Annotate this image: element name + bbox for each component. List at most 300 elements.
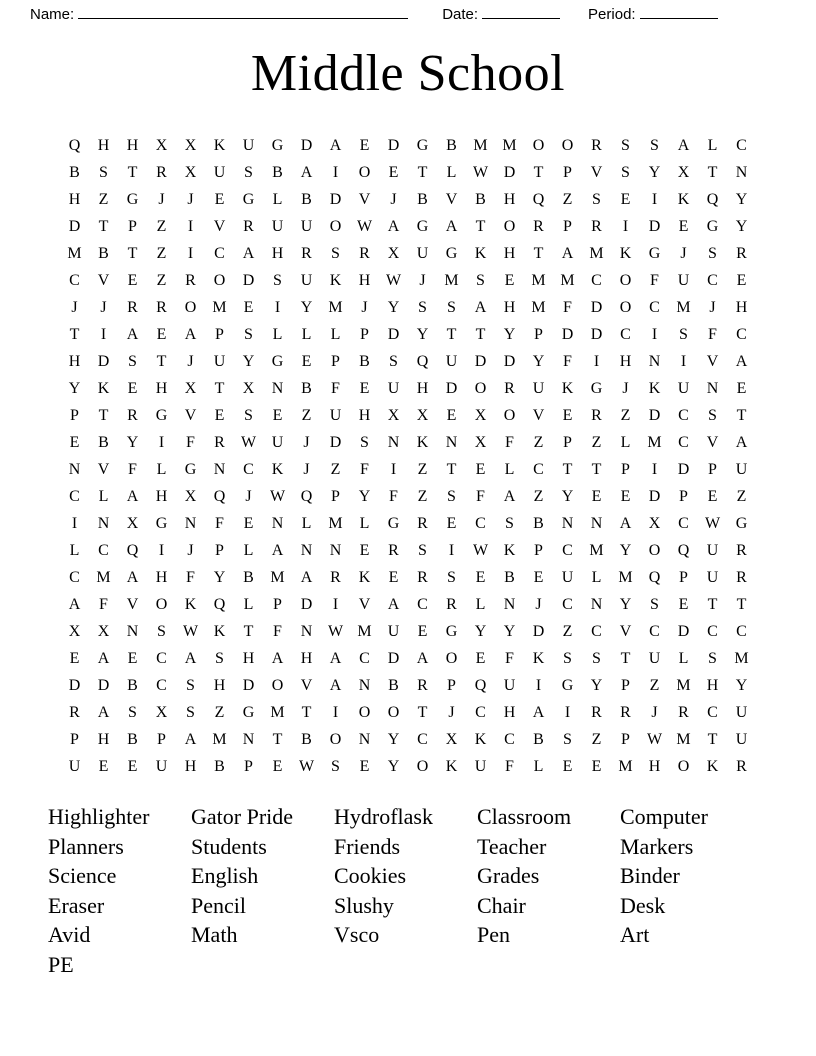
- grid-cell: S: [418, 542, 427, 560]
- grid-cell: C: [707, 272, 718, 290]
- grid-cell: L: [475, 596, 486, 614]
- grid-cell: E: [127, 380, 138, 398]
- grid-cell: D: [300, 137, 313, 155]
- grid-cell: A: [126, 488, 139, 506]
- grid-cell: F: [186, 569, 195, 587]
- grid-cell: N: [329, 542, 342, 560]
- grid-cell: W: [704, 515, 721, 533]
- grid-cell: E: [620, 191, 631, 209]
- grid-cell: Z: [591, 434, 602, 452]
- word-item: Grades: [477, 863, 540, 889]
- grid-cell: H: [619, 353, 632, 371]
- grid-cell: W: [385, 272, 402, 290]
- grid-cell: D: [648, 488, 661, 506]
- grid-cell: Z: [156, 245, 167, 263]
- grid-cell: T: [417, 704, 428, 722]
- grid-cell: C: [736, 326, 747, 344]
- grid-cell: Q: [300, 488, 313, 506]
- grid-cell: L: [301, 515, 312, 533]
- grid-cell: D: [97, 677, 110, 695]
- word-item: Binder: [620, 863, 680, 889]
- grid-cell: L: [678, 650, 689, 668]
- grid-cell: C: [504, 731, 515, 749]
- grid-cell: D: [68, 677, 81, 695]
- grid-cell: J: [71, 299, 78, 317]
- grid-cell: I: [332, 596, 339, 614]
- grid-row: [60, 726, 756, 753]
- grid-cell: E: [388, 569, 399, 587]
- grid-cell: Y: [735, 191, 748, 209]
- grid-cell: H: [155, 569, 168, 587]
- grid-cell: R: [127, 299, 138, 317]
- grid-cell: C: [591, 623, 602, 641]
- grid-cell: Q: [532, 191, 545, 209]
- grid-cell: X: [416, 407, 429, 425]
- grid-cell: Q: [706, 191, 719, 209]
- grid-cell: R: [359, 245, 370, 263]
- grid-cell: H: [68, 191, 81, 209]
- grid-cell: V: [97, 461, 110, 479]
- grid-cell: R: [591, 407, 602, 425]
- grid-cell: X: [184, 137, 197, 155]
- grid-cell: N: [358, 731, 371, 749]
- grid-cell: T: [127, 245, 138, 263]
- grid-cell: K: [213, 137, 226, 155]
- grid-cell: N: [68, 461, 81, 479]
- period-label: Period:: [588, 6, 636, 23]
- grid-cell: X: [445, 731, 458, 749]
- grid-cell: X: [648, 515, 661, 533]
- grid-cell: B: [127, 677, 138, 695]
- grid-cell: D: [474, 353, 487, 371]
- grid-cell: M: [676, 677, 691, 695]
- grid-cell: Q: [68, 137, 81, 155]
- grid-cell: M: [96, 569, 111, 587]
- grid-cell: M: [444, 272, 459, 290]
- word-list-column: [334, 802, 477, 979]
- grid-cell: O: [184, 299, 197, 317]
- grid-cell: L: [243, 596, 254, 614]
- grid-cell: Y: [503, 623, 516, 641]
- grid-cell: S: [476, 272, 485, 290]
- grid-cell: G: [416, 137, 429, 155]
- grid-cell: V: [184, 407, 197, 425]
- grid-cell: A: [532, 704, 545, 722]
- grid-cell: C: [736, 137, 747, 155]
- grid-cell: D: [329, 434, 342, 452]
- grid-cell: D: [300, 596, 313, 614]
- grid-cell: U: [329, 407, 342, 425]
- grid-cell: V: [590, 164, 603, 182]
- grid-cell: S: [128, 353, 137, 371]
- grid-cell: C: [156, 650, 167, 668]
- date-field: [442, 5, 560, 23]
- grid-cell: E: [562, 407, 573, 425]
- grid-cell: L: [504, 461, 515, 479]
- grid-cell: D: [677, 461, 690, 479]
- grid-cell: N: [648, 353, 661, 371]
- grid-cell: X: [184, 164, 197, 182]
- grid-cell: U: [271, 218, 284, 236]
- grid-cell: C: [69, 569, 80, 587]
- page-title: Middle School: [250, 45, 566, 102]
- grid-cell: Z: [417, 488, 428, 506]
- grid-cell: N: [300, 542, 313, 560]
- grid-cell: M: [734, 650, 749, 668]
- grid-cell: E: [301, 353, 312, 371]
- grid-cell: S: [447, 299, 456, 317]
- grid-cell: R: [214, 434, 225, 452]
- grid-cell: Y: [358, 488, 371, 506]
- grid-cell: K: [184, 596, 197, 614]
- grid-cell: X: [242, 380, 255, 398]
- grid-cell: A: [68, 596, 81, 614]
- grid-cell: H: [271, 245, 284, 263]
- grid-cell: R: [417, 677, 428, 695]
- name-label: Name:: [30, 6, 75, 23]
- grid-cell: C: [475, 515, 486, 533]
- grid-cell: R: [504, 380, 515, 398]
- grid-cell: G: [387, 515, 400, 533]
- grid-cell: U: [387, 380, 400, 398]
- grid-cell: R: [243, 218, 254, 236]
- grid-cell: U: [561, 569, 574, 587]
- grid-cell: B: [359, 353, 370, 371]
- grid-cell: O: [619, 299, 632, 317]
- date-label: Date:: [442, 6, 479, 23]
- grid-cell: R: [301, 245, 312, 263]
- grid-cell: N: [126, 623, 139, 641]
- grid-cell: S: [273, 272, 282, 290]
- grid-cell: C: [678, 434, 689, 452]
- grid-row: [60, 429, 756, 456]
- grid-cell: E: [504, 272, 515, 290]
- grid-cell: W: [269, 488, 286, 506]
- grid-cell: H: [184, 758, 197, 776]
- grid-row: [60, 267, 756, 294]
- grid-cell: X: [68, 623, 81, 641]
- grid-cell: Q: [648, 569, 661, 587]
- grid-row: [60, 618, 756, 645]
- grid-cell: D: [677, 623, 690, 641]
- grid-cell: O: [155, 596, 168, 614]
- grid-cell: M: [618, 569, 633, 587]
- grid-cell: S: [505, 515, 514, 533]
- grid-cell: B: [272, 164, 283, 182]
- grid-row: [60, 591, 756, 618]
- grid-cell: D: [648, 407, 661, 425]
- grid-cell: Y: [387, 731, 400, 749]
- grid-cell: M: [357, 623, 372, 641]
- name-field: [30, 5, 408, 23]
- grid-cell: C: [736, 623, 747, 641]
- grid-cell: S: [331, 245, 340, 263]
- grid-cell: A: [242, 245, 255, 263]
- grid-cell: C: [707, 704, 718, 722]
- grid-cell: S: [215, 650, 224, 668]
- date-input-line[interactable]: [482, 5, 560, 19]
- grid-cell: R: [127, 407, 138, 425]
- grid-cell: G: [155, 407, 168, 425]
- grid-cell: Y: [619, 596, 632, 614]
- grid-cell: S: [128, 704, 137, 722]
- grid-cell: F: [563, 299, 572, 317]
- grid-cell: E: [69, 434, 80, 452]
- grid-cell: V: [706, 434, 719, 452]
- grid-cell: E: [620, 488, 631, 506]
- grid-cell: G: [271, 353, 284, 371]
- grid-cell: C: [562, 542, 573, 560]
- grid-cell: E: [591, 758, 602, 776]
- grid-cell: V: [126, 596, 139, 614]
- grid-cell: H: [735, 299, 748, 317]
- grid-cell: H: [155, 380, 168, 398]
- grid-cell: U: [706, 542, 719, 560]
- grid-cell: O: [387, 704, 400, 722]
- grid-cell: L: [707, 137, 718, 155]
- grid-cell: U: [735, 731, 748, 749]
- grid-cell: V: [358, 191, 371, 209]
- grid-cell: R: [736, 245, 747, 263]
- word-item: Markers: [620, 833, 694, 859]
- grid-cell: W: [182, 623, 199, 641]
- grid-cell: F: [331, 380, 340, 398]
- grid-cell: N: [590, 515, 603, 533]
- grid-cell: E: [417, 623, 428, 641]
- grid-cell: N: [561, 515, 574, 533]
- grid-row: [60, 132, 756, 159]
- grid-cell: E: [446, 407, 457, 425]
- grid-cell: G: [590, 380, 603, 398]
- grid-cell: T: [620, 650, 631, 668]
- grid-cell: U: [706, 569, 719, 587]
- grid-row: [60, 645, 756, 672]
- grid-cell: A: [387, 218, 400, 236]
- grid-cell: N: [184, 515, 197, 533]
- grid-cell: Y: [735, 677, 748, 695]
- grid-cell: M: [531, 272, 546, 290]
- grid-cell: V: [706, 353, 719, 371]
- grid-cell: O: [503, 407, 516, 425]
- grid-cell: M: [212, 731, 227, 749]
- grid-cell: Q: [474, 677, 487, 695]
- period-input-line[interactable]: [640, 5, 718, 19]
- grid-cell: X: [97, 623, 110, 641]
- grid-cell: E: [475, 650, 486, 668]
- grid-cell: Y: [68, 380, 81, 398]
- grid-cell: J: [187, 542, 194, 560]
- grid-cell: O: [445, 650, 458, 668]
- grid-cell: Y: [590, 677, 603, 695]
- grid-cell: A: [97, 704, 110, 722]
- grid-cell: X: [474, 434, 487, 452]
- grid-cell: T: [707, 731, 718, 749]
- grid-cell: T: [214, 380, 225, 398]
- grid-cell: S: [621, 137, 630, 155]
- grid-cell: I: [71, 515, 78, 533]
- grid-cell: L: [330, 326, 341, 344]
- grid-cell: X: [387, 407, 400, 425]
- grid-cell: P: [360, 326, 369, 344]
- grid-cell: S: [186, 704, 195, 722]
- grid-cell: C: [707, 623, 718, 641]
- grid-cell: O: [648, 542, 661, 560]
- grid-cell: F: [273, 623, 282, 641]
- grid-cell: I: [274, 299, 281, 317]
- word-item: Eraser: [48, 892, 105, 918]
- grid-cell: S: [360, 434, 369, 452]
- word-item: Avid: [48, 922, 91, 948]
- grid-cell: R: [736, 758, 747, 776]
- grid-cell: H: [358, 272, 371, 290]
- name-input-line[interactable]: [78, 5, 408, 19]
- grid-cell: B: [388, 677, 399, 695]
- grid-cell: C: [69, 488, 80, 506]
- grid-cell: B: [533, 731, 544, 749]
- grid-cell: A: [300, 164, 313, 182]
- grid-cell: K: [561, 380, 574, 398]
- word-item: Vsco: [334, 922, 380, 948]
- grid-cell: G: [126, 191, 139, 209]
- grid-cell: H: [97, 137, 110, 155]
- grid-cell: E: [736, 272, 747, 290]
- grid-cell: H: [648, 758, 661, 776]
- grid-cell: H: [155, 488, 168, 506]
- grid-cell: O: [503, 218, 516, 236]
- grid-cell: N: [590, 596, 603, 614]
- grid-cell: C: [591, 272, 602, 290]
- grid-cell: O: [358, 704, 371, 722]
- grid-cell: J: [709, 299, 716, 317]
- grid-cell: C: [678, 407, 689, 425]
- grid-cell: S: [679, 326, 688, 344]
- grid-row: [60, 510, 756, 537]
- grid-cell: N: [445, 434, 458, 452]
- grid-cell: I: [100, 326, 107, 344]
- grid-cell: U: [677, 272, 690, 290]
- grid-cell: A: [416, 650, 429, 668]
- grid-cell: Y: [300, 299, 313, 317]
- grid-cell: E: [156, 326, 167, 344]
- grid-cell: A: [329, 137, 342, 155]
- grid-cell: C: [533, 461, 544, 479]
- grid-row: [60, 699, 756, 726]
- grid-cell: U: [300, 218, 313, 236]
- grid-cell: P: [128, 218, 137, 236]
- grid-cell: T: [475, 218, 486, 236]
- word-item: Science: [48, 863, 117, 889]
- grid-cell: F: [708, 326, 717, 344]
- grid-row: [60, 402, 756, 429]
- grid-cell: I: [448, 542, 455, 560]
- grid-cell: S: [244, 407, 253, 425]
- grid-cell: C: [156, 677, 167, 695]
- grid-cell: P: [331, 353, 340, 371]
- grid-cell: A: [619, 515, 632, 533]
- grid-cell: P: [563, 434, 572, 452]
- grid-cell: H: [126, 137, 139, 155]
- grid-cell: I: [158, 434, 165, 452]
- grid-cell: P: [447, 677, 456, 695]
- grid-cell: R: [678, 704, 689, 722]
- grid-cell: H: [416, 380, 429, 398]
- grid-row: [60, 240, 756, 267]
- grid-cell: P: [157, 731, 166, 749]
- grid-cell: I: [651, 191, 658, 209]
- grid-cell: P: [70, 407, 79, 425]
- grid-cell: E: [214, 407, 225, 425]
- grid-cell: X: [184, 380, 197, 398]
- grid-cell: O: [271, 677, 284, 695]
- grid-cell: N: [300, 623, 313, 641]
- grid-cell: P: [621, 731, 630, 749]
- grid-cell: D: [590, 299, 603, 317]
- grid-cell: A: [735, 353, 748, 371]
- grid-cell: Y: [561, 488, 574, 506]
- grid-cell: M: [328, 299, 343, 317]
- word-item: Gator Pride: [191, 804, 294, 830]
- grid-cell: D: [97, 353, 110, 371]
- grid-cell: R: [156, 299, 167, 317]
- word-item: Planners: [48, 833, 124, 859]
- grid-cell: G: [242, 704, 255, 722]
- grid-cell: I: [187, 245, 194, 263]
- grid-cell: J: [245, 488, 252, 506]
- grid-cell: A: [561, 245, 574, 263]
- grid-row: [60, 159, 756, 186]
- grid-cell: Z: [156, 218, 167, 236]
- grid-cell: J: [158, 191, 165, 209]
- grid-cell: W: [240, 434, 257, 452]
- grid-cell: U: [532, 380, 545, 398]
- word-item: Hydroflask: [334, 804, 433, 830]
- grid-cell: C: [98, 542, 109, 560]
- grid-row: [60, 753, 756, 780]
- grid-cell: T: [475, 326, 486, 344]
- grid-cell: B: [475, 191, 486, 209]
- grid-cell: J: [419, 272, 426, 290]
- word-item: Desk: [620, 892, 666, 918]
- grid-row: [60, 564, 756, 591]
- grid-cell: S: [592, 191, 601, 209]
- grid-cell: T: [533, 164, 544, 182]
- grid-cell: S: [621, 164, 630, 182]
- grid-cell: T: [736, 596, 747, 614]
- grid-cell: F: [476, 488, 485, 506]
- grid-row: [60, 186, 756, 213]
- grid-cell: H: [503, 191, 516, 209]
- grid-cell: P: [70, 731, 79, 749]
- grid-cell: Q: [416, 353, 429, 371]
- grid-cell: X: [155, 704, 168, 722]
- grid-cell: T: [272, 731, 283, 749]
- grid-cell: Z: [533, 488, 544, 506]
- grid-cell: O: [677, 758, 690, 776]
- grid-cell: E: [475, 569, 486, 587]
- grid-row: [60, 672, 756, 699]
- grid-cell: L: [243, 542, 254, 560]
- grid-cell: N: [213, 461, 226, 479]
- grid-cell: F: [360, 461, 369, 479]
- grid-cell: A: [735, 434, 748, 452]
- grid-cell: Y: [416, 326, 429, 344]
- grid-cell: E: [359, 758, 370, 776]
- grid-cell: J: [303, 434, 310, 452]
- grid-cell: Y: [619, 542, 632, 560]
- grid-cell: T: [98, 407, 109, 425]
- grid-cell: R: [185, 272, 196, 290]
- grid-cell: M: [270, 704, 285, 722]
